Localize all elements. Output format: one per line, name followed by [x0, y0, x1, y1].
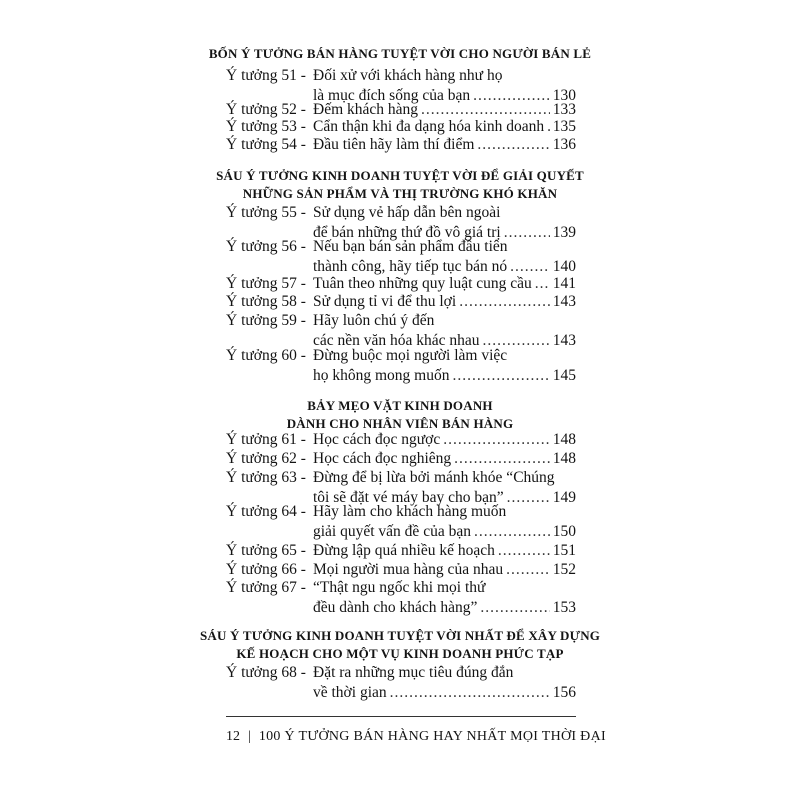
dot-leader	[477, 135, 549, 155]
toc-entry	[226, 135, 576, 155]
toc-entry	[226, 560, 576, 580]
entry-label: Ý tưởng 64 -	[226, 503, 306, 520]
entry-page-number: 136	[552, 136, 576, 153]
toc-entry	[226, 292, 576, 312]
running-footer	[226, 727, 606, 747]
entry-label: Ý tưởng 52 -	[226, 101, 306, 118]
dot-leader	[498, 541, 550, 561]
dot-leader	[453, 366, 550, 386]
entry-title-line: Đếm khách hàng	[313, 101, 419, 118]
entry-title-line: họ không mong muốn	[313, 367, 450, 384]
entry-label: Ý tưởng 53 -	[226, 118, 306, 135]
entry-title-line: Nếu bạn bán sản phẩm đầu tiên	[313, 238, 508, 255]
entry-title-line: Đừng để bị lừa bởi mánh khóe “Chúng	[313, 469, 555, 486]
heading-line: BỐN Ý TƯỞNG BÁN HÀNG TUYỆT VỜI CHO NGƯỜI BÁN LẺ	[208, 46, 592, 61]
entry-label: Ý tưởng 60 -	[226, 347, 306, 364]
entry-label: Ý tưởng 59 -	[226, 312, 306, 329]
footer-separator: |	[248, 729, 251, 744]
entry-page-number: 133	[552, 101, 576, 118]
entry-page-number: 139	[552, 224, 576, 241]
toc-entry	[226, 449, 576, 469]
entry-page-number: 145	[552, 367, 576, 384]
footer-rule	[226, 716, 576, 717]
entry-title-line: Mọi người mua hàng của nhau	[313, 561, 504, 578]
entry-label: Ý tưởng 58 -	[226, 293, 306, 310]
entry-page-number: 148	[552, 450, 576, 467]
entry-title-line: Đầu tiên hãy làm thí điểm	[313, 136, 475, 153]
entry-title-line: Đặt ra những mục tiêu đúng đắn	[313, 664, 514, 681]
toc-entry	[226, 346, 576, 386]
section-heading	[200, 627, 600, 663]
dot-leader	[506, 560, 550, 580]
entry-title-line: Đừng lập quá nhiều kế hoạch	[313, 542, 495, 559]
entry-label: Ý tưởng 66 -	[226, 561, 306, 578]
dot-leader	[547, 117, 550, 137]
entry-label: Ý tưởng 54 -	[226, 136, 306, 153]
entry-title-line: Học cách đọc nghiêng	[313, 450, 452, 467]
toc-entry	[226, 578, 576, 618]
entry-page-number: 140	[552, 258, 576, 275]
entry-title-line: về thời gian	[313, 684, 387, 701]
entry-title-line: Sử dụng vẻ hấp dẫn bên ngoài	[313, 204, 501, 221]
entry-page-number: 150	[552, 523, 576, 540]
entry-title-line: Hãy làm cho khách hàng muốn	[313, 503, 507, 520]
dot-leader	[480, 598, 549, 618]
entry-title-line: tôi sẽ đặt vé máy bay cho bạn”	[313, 489, 504, 506]
entry-title-line: Hãy luôn chú ý đến	[313, 312, 435, 329]
section-heading	[200, 397, 600, 433]
entry-label: Ý tưởng 56 -	[226, 238, 306, 255]
entry-label: Ý tưởng 65 -	[226, 542, 306, 559]
entry-title-line: Đối xử với khách hàng như họ	[313, 67, 503, 84]
dot-leader	[459, 292, 550, 312]
entry-title-line: “Thật ngu ngốc khi mọi thứ	[313, 579, 486, 596]
toc-entry	[226, 117, 576, 137]
entry-page-number: 141	[552, 275, 576, 292]
entry-label: Ý tưởng 67 -	[226, 579, 306, 596]
entry-title-line: các nền văn hóa khác nhau	[313, 332, 480, 349]
toc-entry	[226, 663, 576, 703]
entry-page-number: 143	[552, 293, 576, 310]
toc-entry	[226, 311, 576, 351]
entry-label: Ý tưởng 63 -	[226, 469, 306, 486]
dot-leader	[535, 274, 550, 294]
section-heading	[200, 167, 600, 203]
dot-leader	[443, 430, 550, 450]
entry-label: Ý tưởng 55 -	[226, 204, 306, 221]
entry-title-line: Tuân theo những quy luật cung cầu	[313, 275, 532, 292]
toc-entry	[226, 237, 576, 277]
heading-line: DÀNH CHO NHÂN VIÊN BÁN HÀNG	[286, 416, 514, 431]
entry-page-number: 148	[552, 431, 576, 448]
footer-book-title: 100 Ý TƯỞNG BÁN HÀNG HAY NHẤT MỌI THỜI ĐẠI	[258, 729, 606, 744]
entry-label: Ý tưởng 68 -	[226, 664, 306, 681]
toc-entry	[226, 541, 576, 561]
entry-page-number: 153	[552, 599, 576, 616]
footer-page-number: 12	[226, 729, 240, 744]
entry-title-line: giải quyết vấn đề của bạn	[313, 523, 471, 540]
entry-page-number: 151	[552, 542, 576, 559]
entry-label: Ý tưởng 57 -	[226, 275, 306, 292]
toc-entry	[226, 274, 576, 294]
dot-leader	[390, 683, 550, 703]
entry-page-number: 143	[552, 332, 576, 349]
dot-leader	[454, 449, 550, 469]
entry-title-line: thành công, hãy tiếp tục bán nó	[313, 258, 508, 275]
entry-title-line: Cẩn thận khi đa dạng hóa kinh doanh	[313, 118, 545, 135]
entry-title-line: đều dành cho khách hàng”	[313, 599, 478, 616]
entry-label: Ý tưởng 62 -	[226, 450, 306, 467]
entry-page-number: 149	[552, 489, 576, 506]
entry-page-number: 156	[552, 684, 576, 701]
heading-line: SÁU Ý TƯỞNG KINH DOANH TUYỆT VỜI ĐỂ GIẢI QUYẾT	[216, 168, 584, 183]
toc-entry	[226, 430, 576, 450]
entry-label: Ý tưởng 51 -	[226, 67, 306, 84]
entry-page-number: 130	[552, 87, 576, 104]
section-heading	[200, 45, 600, 63]
entry-label: Ý tưởng 61 -	[226, 431, 306, 448]
dot-leader	[474, 522, 550, 542]
entry-page-number: 135	[552, 118, 576, 135]
entry-title-line: Sử dụng tỉ vi để thu lợi	[313, 293, 457, 310]
heading-line: NHỮNG SẢN PHẨM VÀ THỊ TRƯỜNG KHÓ KHĂN	[242, 186, 558, 201]
toc-entry	[226, 502, 576, 542]
heading-line: BẢY MẸO VẶT KINH DOANH	[307, 398, 493, 413]
entry-page-number: 152	[552, 561, 576, 578]
entry-title-line: là mục đích sống của bạn	[313, 87, 471, 104]
entry-title-line: Học cách đọc ngược	[313, 431, 441, 448]
entry-title-line: Đừng buộc mọi người làm việc	[313, 347, 508, 364]
entry-title-line: để bán những thứ đồ vô giá trị	[313, 224, 501, 241]
heading-line: SÁU Ý TƯỞNG KINH DOANH TUYỆT VỜI NHẤT ĐỂ XÂY DỰNG	[200, 628, 601, 643]
heading-line: KẾ HOẠCH CHO MỘT VỤ KINH DOANH PHỨC TẠP	[236, 646, 564, 661]
